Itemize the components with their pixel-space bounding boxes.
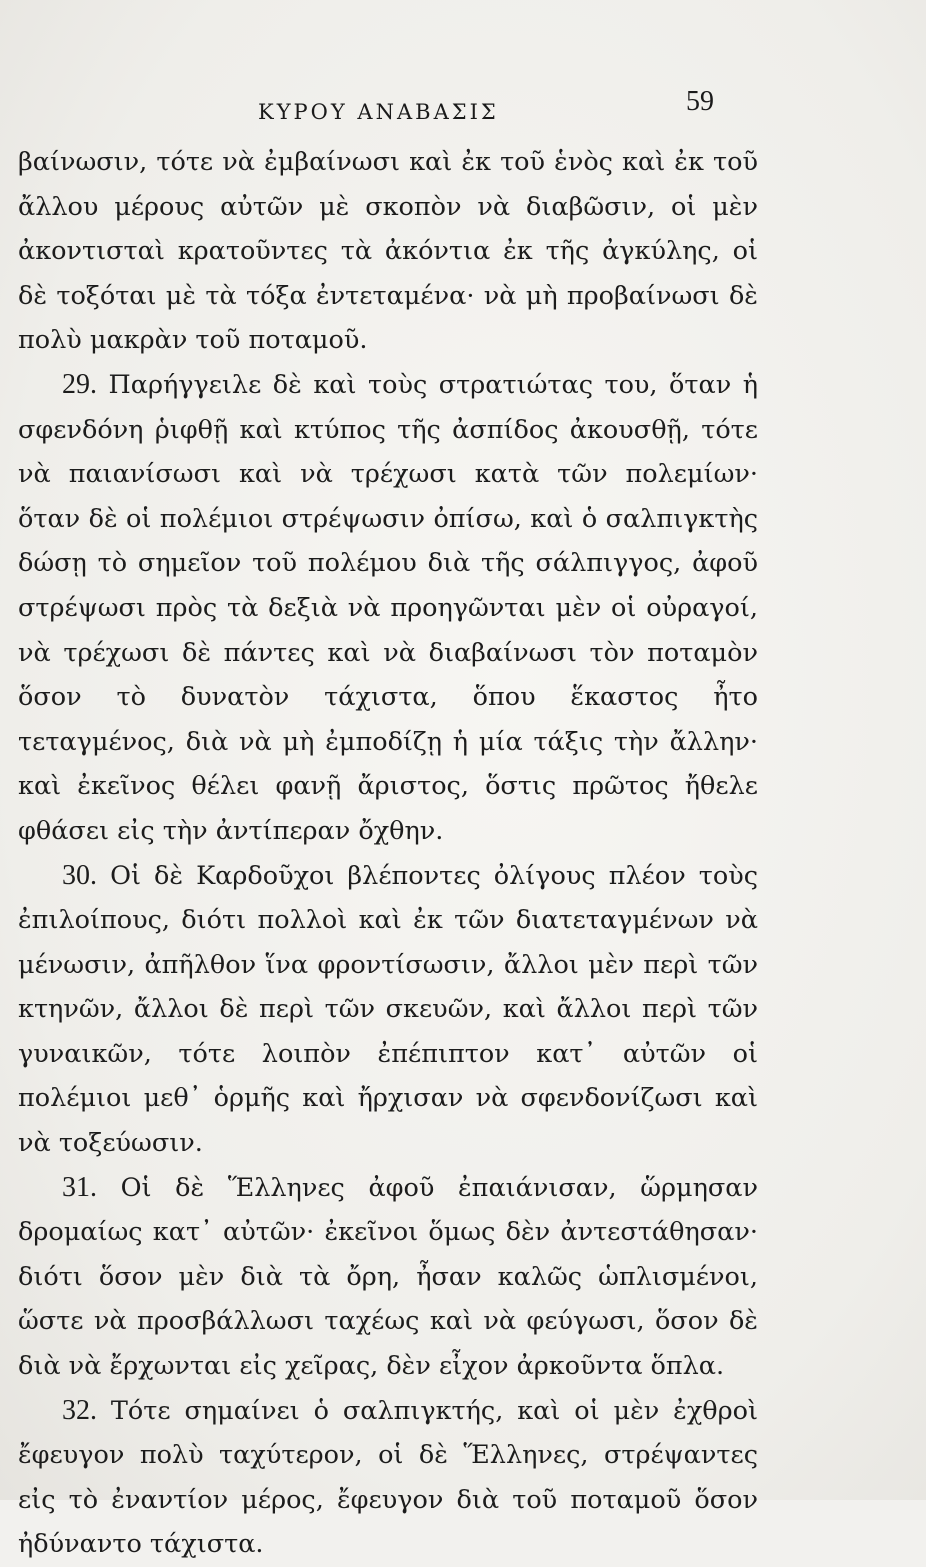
page-number: 59 (686, 86, 714, 117)
paragraph-text: βαίνωσιν, τότε νὰ ἐμβαίνωσι καὶ ἐκ τοῦ ἑνὸς καὶ ἐκ τοῦ ἄλλου μέρους αὐτῶν μὲ σκοπὸν νὰ διαβῶσιν, οἱ μὲν ἀκοντισταὶ κρατοῦντες τὰ ἀκόντια ἐκ τῆς ἀγκύλης, οἱ δὲ τοξόται μὲ τὰ τόξα ἐντεταμένα· νὰ μὴ προβαίνωσι δὲ πολὺ μακρὰν τοῦ ποταμοῦ. (18, 147, 758, 356)
paragraph-29 (18, 363, 758, 854)
paragraph-number: 32. (62, 1394, 97, 1426)
paragraph-text: Οἱ δὲ Ἕλληνες ἀφοῦ ἐπαιάνισαν, ὥρμησαν δρομαίως κατ᾽ αὐτῶν· ἐκεῖνοι ὅμως δὲν ἀντεστάθησαν· διότι ὅσον μὲν διὰ τὰ ὄρη, ἦσαν καλῶς ὡπλισμένοι, ὥστε νὰ προσβάλλωσι ταχέως καὶ νὰ φεύγωσι, ὅσον δὲ διὰ νὰ ἔρχωνται εἰς χεῖρας, δὲν εἶχον ἀρκοῦντα ὅπλα. (18, 1172, 758, 1382)
paragraph-30 (18, 854, 758, 1166)
paragraph-number: 30. (62, 859, 97, 891)
paragraph-32 (18, 1389, 758, 1567)
paragraph-text: Οἱ δὲ Καρδοῦχοι βλέποντες ὀλίγους πλέον τοὺς ἐπιλοίπους, διότι πολλοὶ καὶ ἐκ τῶν διατεταγμένων νὰ μένωσιν, ἀπῆλθον ἵνα φροντίσωσιν, ἄλλοι μὲν περὶ τῶν κτηνῶν, ἄλλοι δὲ περὶ τῶν σκευῶν, καὶ ἄλλοι περὶ τῶν γυναικῶν, τότε λοιπὸν ἐπέπιπτον κατ᾽ αὐτῶν οἱ πολέμιοι μεθ᾽ ὁρμῆς καὶ ἤρχισαν νὰ σφενδονίζωσι καὶ νὰ τοξεύωσιν. (18, 860, 759, 1159)
paragraph-31 (18, 1166, 758, 1389)
body-text (18, 140, 758, 1567)
paragraph-text: Παρήγγειλε δὲ καὶ τοὺς στρατιώτας του, ὅταν ἡ σφενδόνη ῥιφθῇ καὶ κτύπος τῆς ἀσπίδος ἀκουσθῇ, τότε νὰ παιανίσωσι καὶ νὰ τρέχωσι κατὰ τῶν πολεμίων· ὅταν δὲ οἱ πολέμιοι στρέψωσιν ὀπίσω, καὶ ὁ σαλπιγκτὴς δώσῃ τὸ σημεῖον τοῦ πολέμου διὰ τῆς σάλπιγγος, ἀφοῦ στρέψωσι πρὸς τὰ δεξιὰ νὰ προηγῶνται μὲν οἱ οὐραγοί, νὰ τρέχωσι δὲ πάντες καὶ νὰ διαβαίνωσι τὸν ποταμὸν ὅσον τὸ δυνατὸν τάχιστα, ὅπου ἕκαστος ἦτο τεταγμένος, διὰ νὰ μὴ ἐμποδίζῃ ἡ μία τάξις τὴν ἄλλην· καὶ ἐκεῖνος θέλει φανῇ ἄριστος, ὅστις πρῶτος ἤθελε φθάσει εἰς τὴν ἀντίπεραν ὄχθην. (18, 369, 758, 846)
paragraph-number: 31. (62, 1171, 97, 1203)
running-title: ΚΥΡΟΥ ΑΝΑΒΑΣΙΣ (258, 100, 499, 124)
paragraph-number: 29. (62, 368, 97, 400)
paragraph-text: Τότε σημαίνει ὁ σαλπιγκτής, καὶ οἱ μὲν ἐχθροὶ ἔφευγον πολὺ ταχύτερον, οἱ δὲ Ἕλληνες, στρέψαντες εἰς τὸ ἐναντίον μέρος, ἔφευγον διὰ τοῦ ποταμοῦ ὅσον ἠδύναντο τάχιστα. (18, 1395, 759, 1560)
page-header (0, 86, 926, 126)
paragraph-continuation (18, 140, 758, 363)
